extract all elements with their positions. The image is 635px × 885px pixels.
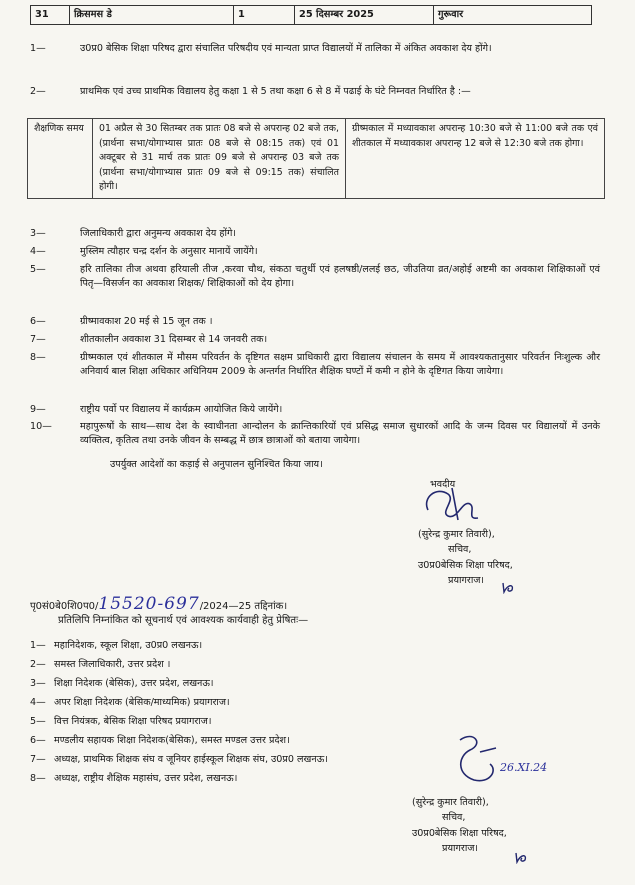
copy-text: अध्यक्ष, प्राथमिक शिक्षक संघ व जूनियर हाईस्कूल शिक्षक संघ, उ0प्र0 लखनऊ। (54, 754, 328, 765)
item-text: महापुरूषों के साथ—साथ देश के स्वाधीनता आन्दोलन के क्रान्तिकारियों एवं प्रसिद्ध समाज सुधारकों आदि के जन्म दिवस पर विद्यालयों में उनके व्यक्तित्व, कृतित्व तथा उनके जीवन के सम्बद्ध में छात्र छात्राओं को बताया जायेगा। (80, 421, 600, 447)
item-number: 10— (30, 421, 52, 432)
copy-item (30, 639, 590, 653)
copy-number: 1— (30, 640, 46, 651)
handwritten-date: 26.XI.24 (500, 761, 548, 774)
holiday-name-cell: क्रिसमस डे (70, 6, 234, 25)
signatory-office: उ0प्र0बेसिक शिक्षा परिषद, (418, 559, 513, 571)
copy-number: 6— (30, 735, 46, 746)
copy-number: 8— (30, 773, 46, 784)
item-number: 7— (30, 334, 46, 345)
signatory-designation: सचिव, (448, 544, 472, 556)
item-number: 8— (30, 352, 46, 363)
signatory-city: प्रयागराज। (448, 575, 485, 587)
copy-text: वित्त नियंत्रक, बेसिक शिक्षा परिषद प्रयागराज। (54, 716, 212, 727)
item-text: उ0प्र0 बेसिक शिक्षा परिषद द्वारा संचालित परिषदीय एवं मान्यता प्राप्त विद्यालयों में तालिका में अंकित अवकाश देय होंगे। (80, 43, 492, 54)
signatory-name: (सुरेन्द्र कुमार तिवारी), (418, 529, 495, 540)
item-text: शीतकालीन अवकाश 31 दिसम्बर से 14 जनवरी तक। (80, 334, 268, 345)
item-number: 9— (30, 404, 46, 415)
timing-interval: ग्रीष्मकाल में मध्यावकाश अपरान्ह 10:30 बजे से 11:00 बजे तक एवं शीतकाल में मध्यावकाश अपरान्ह 12 बजे से 12:30 बजे तक होगा। (346, 119, 605, 199)
reference-handwritten-number: 15520-697 (98, 594, 200, 614)
item-number: 4— (30, 246, 46, 257)
holiday-table-row (30, 5, 592, 25)
closing-line: उपर्युक्त आदेशों का कड़ाई से अनुपालन सुनिश्चित किया जाय। (110, 459, 323, 470)
timing-schedule: 01 अप्रैल से 30 सितम्बर तक प्रातः 08 बजे से अपरान्ह 02 बजे तक, (प्रार्थना सभा/योगाभ्यास प्रातः 08 बजे से 08:15 तक) एवं 01 अक्टूबर से 31 मार्च तक प्रातः 09 बजे से अपरान्ह 03 बजे तक (प्रार्थना सभा/योगाभ्यास प्रातः 09 बजे से 09:15 तक) संचालित होगी। (93, 119, 346, 199)
item-number: 1— (30, 43, 46, 54)
weekday-cell: गुरूवार (434, 6, 592, 25)
copy-heading: प्रतिलिपि निम्नांकित को सूचनार्थ एवं आवश्यक कार्यवाही हेतु प्रेषितः— (58, 615, 309, 626)
salutation: भवदीय (430, 479, 456, 490)
signatory-name: (सुरेन्द्र कुमार तिवारी), (412, 797, 489, 808)
reference-prefix: पृ0सं0बे0शि0प0/ (30, 601, 99, 612)
signatory-city: प्रयागराज। (442, 843, 479, 855)
date-cell: 25 दिसम्बर 2025 (295, 6, 434, 25)
copy-item (30, 658, 590, 672)
copy-text: महानिदेशक, स्कूल शिक्षा, उ0प्र0 लखनऊ। (54, 640, 203, 651)
item-text: ग्रीष्मकाल एवं शीतकाल में मौसम परिवर्तन के दृष्टिगत सक्षम प्राधिकारी द्वारा विद्यालय संचालन के समय में आवश्यकतानुसार परिवर्तन निःशुल्क और अनिवार्य बाल शिक्षा अधिकार अधिनियम 2009 के अन्तर्गत निर्धारित शैक्षिक घण्टों में कमी न होने के दृष्टिगत किया जायेगा। (80, 352, 600, 378)
item-number: 3— (30, 228, 46, 239)
copy-text: अपर शिक्षा निदेशक (बेसिक/माध्यमिक) प्रयागराज। (54, 697, 230, 708)
initials-mark (500, 580, 520, 594)
serial-cell: 31 (31, 6, 70, 25)
initials-mark-2 (513, 850, 531, 864)
signatory-designation: सचिव, (442, 812, 466, 824)
item-number: 5— (30, 264, 46, 275)
copy-number: 3— (30, 678, 46, 689)
item-text: जिलाधिकारी द्वारा अनुमन्य अवकाश देय होंगे। (80, 228, 236, 239)
copy-text: समस्त जिलाधिकारी, उत्तर प्रदेश । (54, 659, 171, 670)
list-item (30, 42, 600, 74)
copy-text: शिक्षा निदेशक (बेसिक), उत्तर प्रदेश, लखनऊ। (54, 678, 214, 689)
copy-number: 2— (30, 659, 46, 670)
item-text: ग्रीष्मावकाश 20 मई से 15 जून तक । (80, 316, 213, 327)
timing-label: शैक्षणिक समय (28, 119, 93, 199)
signature-block (418, 527, 513, 588)
item-text: प्राथमिक एवं उच्च प्राथमिक विद्यालय हेतु कक्षा 1 से 5 तथा कक्षा 6 से 8 में पढाई के घंटे निम्नवत निर्धारित है :— (80, 86, 471, 97)
copy-item (30, 715, 590, 729)
item-text: मुस्लिम त्यौहार चन्द्र दर्शन के अनुसार मानायें जायेंगे। (80, 246, 258, 257)
copy-number: 4— (30, 697, 46, 708)
copy-item (30, 677, 590, 691)
reference-suffix: /2024—25 तद्दिनांक। (199, 601, 288, 612)
copy-text: अध्यक्ष, राष्ट्रीय शैक्षिक महासंघ, उत्तर प्रदेश, लखनऊ। (54, 773, 238, 784)
copy-item (30, 696, 590, 710)
item-text: राष्ट्रीय पर्वो पर विद्यालय में कार्यक्रम आयोजित किये जायेंगे। (80, 404, 283, 415)
copy-text: मण्डलीय सहायक शिक्षा निदेशक(बेसिक), समस्त मण्डल उत्तर प्रदेश। (54, 735, 290, 746)
signature-block-2 (412, 795, 507, 856)
signature-scribble (418, 480, 498, 526)
school-timing-table (27, 118, 605, 199)
item-number: 6— (30, 316, 46, 327)
signatory-office: उ0प्र0बेसिक शिक्षा परिषद, (412, 827, 507, 839)
item-number: 2— (30, 86, 46, 97)
list-item (30, 85, 600, 117)
days-cell: 1 (234, 6, 295, 25)
copy-number: 7— (30, 754, 46, 765)
copy-number: 5— (30, 716, 46, 727)
item-text: हरि तालिका तीज अथवा हरियाली तीज ,करवा चौथ, संकठा चतुर्थी एवं हलषष्ठी/ललई छठ, जीउतिया व्रत/अहोई अष्टमी का अवकाश शिक्षिकाओं एवं पितृ—विसर्जन का अवकाश शिक्षक/ शिक्षिकाओं को देय होगा। (80, 264, 600, 290)
